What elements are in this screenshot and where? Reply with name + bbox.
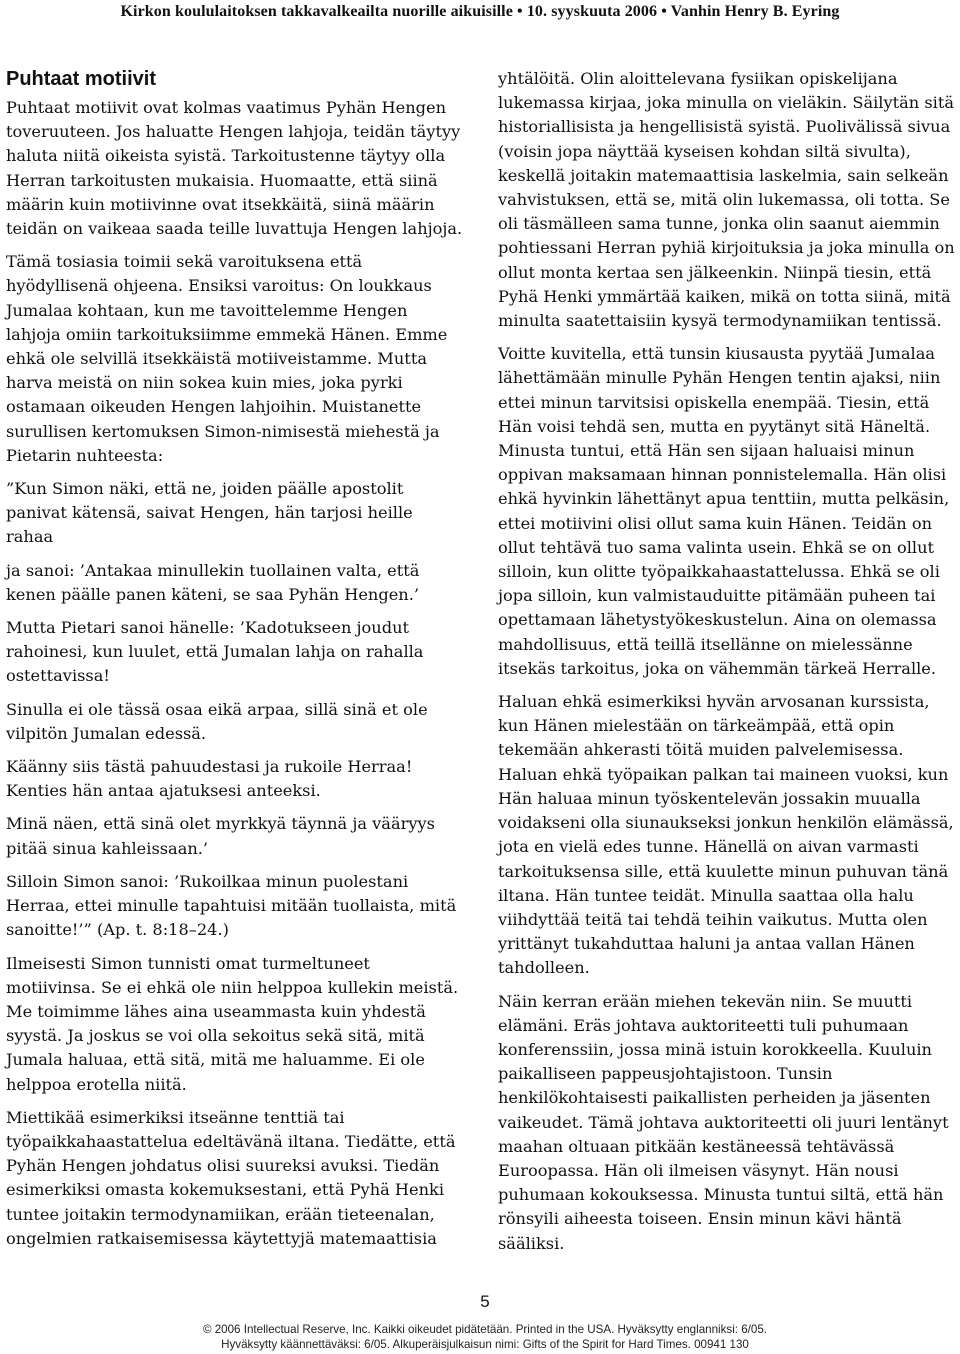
paragraph: Ilmeisesti Simon tunnisti omat turmeltuneet motiivinsa. Se ei ehkä ole niin helppoa kullekin meistä. Me toimimme lähes aina useammasta kuin yhdestä syystä. Ja joskus se voi olla sekoitus sekä sitä, mitä Jumala haluaa, että sitä, mitä me haluamme. Ei ole helppoa erotella niitä. <box>6 953 459 1094</box>
right-column <box>498 67 956 1265</box>
paragraph: yhtälöitä. Olin aloittelevana fysiikan opiskelijana lukemassa kirjaa, joka minulla on vieläkin. Säilytän sitä historiallisista ja hengellisistä syistä. Puolivälissä sivua (voisin jopa näyttää kyseisen kohdan siltä sivulta), keskellä joitakin matemaattisia laskelmia, sain selkeän vahvistuksen, että se, mitä olin lukemassa, oli totta. Se oli täsmälleen sama tunne, jonka olin saanut aiemmin pohtiessani Herran pyhiä kirjoituksia ja joka minulla on ollut monta kertaa sen jälkeenkin. Niinpä tiesin, että Pyhä Henki ymmärtää kaiken, mikä on totta siinä, mitä minulta saatettaisiin kysyä termodynamiikan tentissä. <box>498 69 955 331</box>
footer-line: © 2006 Intellectual Reserve, Inc. Kaikki oikeudet pidätetään. Printed in the USA. Hyväksytty englanniksi: 6/05. <box>202 1323 768 1336</box>
section-heading: Puhtaat motiivit <box>6 68 157 90</box>
scripture-quote: ”Kun Simon näki, että ne, joiden päälle apostolit panivat kätensä, saivat Hengen, hän tarjosi heille rahaa <box>6 479 413 547</box>
scripture-quote: Mutta Pietari sanoi hänelle: ’Kadotukseen joudut rahoinesi, kun luulet, että Jumalan lahja on rahalla ostettavissa! <box>6 618 424 686</box>
page-number: 5 <box>480 1292 490 1311</box>
paragraph: Näin kerran erään miehen tekevän niin. Se muutti elämäni. Eräs johtava auktoriteetti tuli puhumaan konferenssiin, jossa minä istuin korokkeella. Kuuluin paikalliseen pappeusjohtajistoon. Tunsin henkilökohtaisesti paikallisten perheiden ja jäsenten vaikeudet. Tämä johtava auktoriteetti oli juuri lentänyt maahan oltuaan pitkään kestäneessä tehtävässä Euroopassa. Hän oli ilmeisen väsynyt. Hän nousi puhumaan kokouksessa. Minusta tuntui siltä, että hän rönsyili aiheesta toiseen. Ensin minun kävi häntä sääliksi. <box>498 991 949 1253</box>
paragraph: Puhtaat motiivit ovat kolmas vaatimus Pyhän Hengen toveruuteen. Jos haluatte Hengen lahjoja, teidän täytyy haluta niitä oikeista syistä. Tarkoitustenne täytyy olla Herran tarkoitusten mukaisia. Huomaatte, että siinä määrin kuin motiivinne ovat itsekkäitä, siinä määrin teidän on vaikeaa saada teille luvattuja Hengen lahjoja. <box>6 98 463 239</box>
footer-line: Hyväksytty käännettäväksi: 6/05. Alkuperäisjulkaisun nimi: Gifts of the Spirit for Hard Times. 00941 130 <box>221 1337 749 1351</box>
running-header: Kirkon koululaitoksen takkavalkeailta nuorille aikuisille • 10. syyskuuta 2006 • Vanhin Henry B. Eyring <box>120 3 840 20</box>
copyright-footer <box>150 1323 820 1352</box>
scripture-quote: Käänny siis tästä pahuudestasi ja rukoile Herraa! Kenties hän antaa ajatuksesi anteeksi. <box>6 757 413 801</box>
scripture-quote: Silloin Simon sanoi: ’Rukoilkaa minun puolestani Herraa, ettei minulle tapahtuisi mitään tuollaista, mitä sanoitte!’” (Ap. t. 8:18–24.) <box>6 871 457 940</box>
paragraph: Tämä tosiasia toimii sekä varoituksena että hyödyllisenä ohjeena. Ensiksi varoitus: On loukkaus Jumalaa kohtaan, kun me tavoittelemme Hengen lahjoja omiin tarkoituksiimme emmekä Hänen. Emme ehkä ole selvillä itsekkäistä motiiveistamme. Mutta harva meistä on niin sokea kuin mies, joka pyrki ostamaan oikeuden Hengen lahjoihin. Muistanette surullisen kertomuksen Simon-nimisestä miehestä ja Pietarin nuhteesta: <box>6 252 448 465</box>
paragraph: Haluan ehkä esimerkiksi hyvän arvosanan kurssista, kun Hänen mielestään on tärkeämpää, että opin tekemään ahkerasti töitä muiden palvelemisessa. Haluan ehkä työpaikan palkan tai maineen vuoksi, kun Hän haluaa minun työskentelevän jossakin muualla voidakseni olla siunaukseksi jonkun henkilön elämässä, jota en vielä edes tunne. Hänellä on aivan varmasti tarkoituksensa sille, että kuulette minun puhuvan tänä iltana. Hän tuntee teidät. Minulla saattaa olla halu viihdyttää teitä tai tehdä teihin vaikutus. Mutta olen yrittänyt tukahduttaa haluni ja antaa vallan Hänen tahdolleen. <box>498 692 954 978</box>
left-column <box>6 66 464 1260</box>
scripture-quote: Sinulla ei ole tässä osaa eikä arpaa, sillä sinä et ole vilpitön Jumalan edessä. <box>6 699 428 743</box>
scripture-quote: Minä näen, että sinä olet myrkkyä täynnä ja vääryys pitää sinua kahleissaan.’ <box>6 814 435 858</box>
paragraph: Miettikää esimerkiksi itseänne tenttiä tai työpaikkahaastattelua edeltävänä iltana. Tiedätte, että Pyhän Hengen johdatus olisi suureksi avuksi. Tiedän esimerkiksi omasta kokemuksestani, että Pyhä Henki tuntee joitakin termodynamiikan, erään tieteenalan, ongelmien ratkaisemisessa käytettyjä matemaattisia <box>6 1107 456 1248</box>
scripture-quote: ja sanoi: ’Antakaa minullekin tuollainen valta, että kenen päälle panen käteni, se saa Pyhän Hengen.’ <box>6 560 420 604</box>
paragraph: Voitte kuvitella, että tunsin kiusausta pyytää Jumalaa lähettämään minulle Pyhän Hengen tentin ajaksi, niin ettei minun tarvitsisi opiskella enempää. Tiesin, että Hän voisi tehdä sen, mutta en pyytänyt sitä Häneltä. Minusta tuntui, että Hän sen sijaan haluaisi minun oppivan maksamaan hinnan ponnistelemalla. Hän olisi ehkä hyvinkin lähettänyt apua tenttiin, mutta pelkäsin, ettei motiivini olisi ollut sama kuin Hänen. Teidän on ollut tehtävä tuo sama valinta usein. Ehkä se on ollut silloin, kun olitte työpaikkahaastattelussa. Ehkä se oli jopa silloin, kun valmistauduitte pitämään puheen tai opettamaan lähetystyökeskustelun. Aina on olemassa mahdollisuus, että teillä itsellänne on mielessänne itsekäs tarkoitus, joka on vähemmän tärkeä Herralle. <box>498 344 950 678</box>
